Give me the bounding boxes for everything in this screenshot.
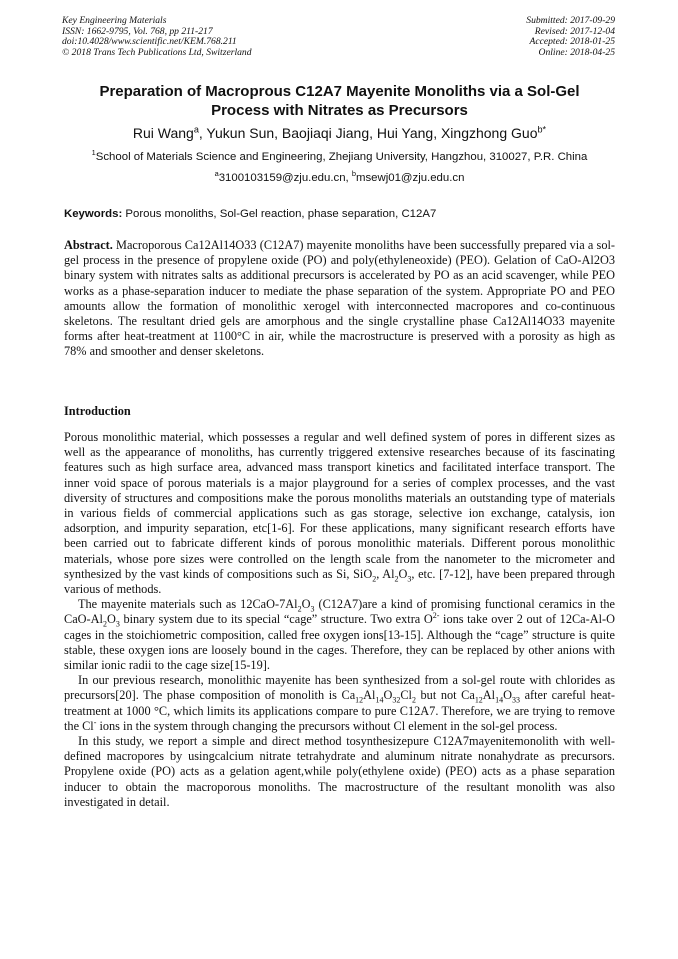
text-run: O	[383, 688, 393, 703]
affiliation-sup: 1	[91, 148, 96, 158]
author-list	[64, 124, 615, 142]
subscript: 33	[511, 695, 520, 705]
text-run: Cl	[400, 688, 412, 703]
subscript: 2	[372, 574, 377, 584]
subscript: 12	[355, 695, 364, 705]
journal-issn: ISSN: 1662-9795, Vol. 768, pp 211-217	[62, 25, 213, 37]
journal-copyright: © 2018 Trans Tech Publications Ltd, Switzerland	[62, 46, 252, 58]
subscript: 2	[411, 695, 416, 705]
intro-paragraph-3	[64, 673, 615, 734]
text-run: binary system due to its special “cage” structure. Two extra O	[119, 612, 433, 627]
abstract-label: Abstract.	[64, 238, 113, 252]
subscript: 14	[375, 695, 384, 705]
subscript: 14	[495, 695, 504, 705]
text-run: but not Ca	[415, 688, 475, 703]
affiliation	[64, 150, 615, 164]
paper-title	[64, 82, 615, 120]
intro-paragraph-1	[64, 430, 615, 597]
date-online: Online: 2018-04-25	[538, 46, 615, 58]
journal-info	[62, 16, 252, 58]
journal-doi: doi:10.4028/www.scientific.net/KEM.768.211	[62, 36, 237, 48]
keywords-label: Keywords:	[64, 208, 123, 220]
subscript: 3	[407, 574, 412, 584]
subscript: 32	[392, 695, 401, 705]
text-run: after careful heat-treatment at 1000 °C, which limits its applications compare to pure C12A7. Therefore, we are trying to remove the Cl	[64, 688, 615, 733]
text-run: , etc. [7-12], have been prepared through various of methods.	[64, 566, 615, 597]
journal-name: Key Engineering Materials	[62, 15, 167, 26]
author-sup: a	[193, 124, 199, 135]
subscript: 3	[115, 619, 120, 629]
intro-paragraph-2	[64, 597, 615, 673]
author-name: Rui Wang	[132, 125, 194, 141]
intro-paragraph-4: In this study, we report a simple and direct method tosynthesizepure C12A7mayenitemonolith with well-defined macropores by usingcalcium nitrate tetrahydrate and aluminum nitrate nonahydrate as precursors. Propylene oxide (PO) acts as a gelation agent,while poly(ethylene oxide) (PEO) acts as a phase separation inducer to obtain the macroporous monoliths. The macrostructure of the resultant monolith was also investigated in detail.	[64, 734, 615, 809]
introduction-heading: Introduction	[64, 404, 131, 418]
text-run: ions take over 2 out of 12Ca-Al-O cages in the stoichiometric composition, called free oxygen ions[13-15]. Although the “cage” structure is quite stable, these oxygen ions are loosely bound in the cages. Therefore, they can be replaced by other anions with similar ionic radii to the cage size[15-19].	[64, 612, 616, 673]
introduction-body	[64, 430, 615, 810]
subscript: 3	[310, 604, 315, 614]
text-run: Porous monolithic material, which possesses a regular and well defined system of pores in different sizes as well as the appearance of monoliths, has currently triggered extensive researches because of its fascinating features such as high surface area, advanced mass transport kinetics and facilitated interface transport. The inner void space of porous materials is a major playground for a series of complex processes, and the vast diversity of structures and compositions make the porous monoliths materials an outstanding type of materials in various fields of commercial applications such as gas storage, selective ion exchange, catalysis, ion adsorption, and impurity separation, etc[1-6]. For these applications, many significant research efforts have been carried out to fabricate different kinds of porous monolithic materials. Different porous monolithic materials, whose pore sizes were controlled on the length scale from the nanometer to the micrometer and synthesized by the vast kinds of compositions such as Si, SiO	[64, 430, 615, 581]
text-run: Al	[363, 688, 376, 703]
text-run: (C12A7)are a kind of promising functional ceramics in the CaO-Al	[64, 597, 615, 627]
subscript: 12	[474, 695, 483, 705]
text-run: , Al	[376, 566, 395, 581]
keywords-text: Porous monoliths, Sol-Gel reaction, phase separation, C12A7	[122, 208, 437, 220]
author-emails	[64, 171, 615, 185]
superscript: -	[93, 717, 97, 727]
title-line-2: Process with Nitrates as Precursors	[211, 102, 468, 119]
author-names-rest: , Yukun Sun, Baojiaqi Jiang, Hui Yang, Xingzhong Guo	[198, 125, 538, 141]
subscript: 2	[297, 604, 302, 614]
email-a: 3100103159@zju.edu.cn,	[218, 172, 352, 184]
subscript: 2	[394, 574, 399, 584]
text-run: In our previous research, monolithic mayenite has been synthesized from a sol-gel route with chlorides as precursors[20]. The phase composition of monolith is Ca	[64, 673, 615, 703]
text-run: Al	[482, 688, 496, 703]
publication-dates	[526, 16, 615, 58]
text-run: O	[106, 612, 116, 627]
affiliation-text: School of Materials Science and Engineering, Zhejiang University, Hangzhou, 310027, P.R. China	[95, 151, 588, 163]
date-submitted: Submitted: 2017-09-29	[526, 15, 615, 26]
text-run: O	[398, 566, 408, 581]
text-run: O	[301, 597, 311, 612]
abstract-text: Macroporous Ca12Al14O33 (C12A7) mayenite monoliths have been successfully prepared via a sol-gel process in the presence of propylene oxide (PO) and poly(ethyleneoxide) (PEO). Gelation of CaO-Al2O3 binary system with nitrates salts as additional precursors is accelerated by PO as an acid scavenger, while PEO works as a phase-separation inducer to mediate the phase separation of the system. Appropriate PO and PEO amounts allow the formation of monolithic xerogel with interconnected macropores and co-continuous skeletons. The resultant dried gels are amorphous and the single crystalline phase Ca12Al14O33 mayenite forms after heat-treatment at 1100°C in air, while the macrostructure is preserved with a porosity as high as 78% and smoother and denser skeletons.	[64, 238, 615, 359]
subscript: 2	[102, 619, 107, 629]
date-accepted: Accepted: 2018-01-25	[529, 36, 615, 48]
text-run: ions in the system through changing the precursors without Cl element in the sol-gel process.	[96, 718, 558, 733]
email-b: msewj01@zju.edu.cn	[355, 172, 465, 184]
email-sup-b: b	[351, 169, 356, 179]
keywords	[64, 207, 615, 221]
abstract	[64, 238, 615, 360]
text-run: O	[503, 688, 512, 703]
date-revised: Revised: 2017-12-04	[534, 25, 615, 37]
superscript: 2-	[432, 611, 440, 621]
title-line-1: Preparation of Macroprous C12A7 Mayenite Monoliths via a Sol-Gel	[99, 83, 580, 100]
email-sup-a: a	[214, 169, 219, 179]
text-run: The mayenite materials such as 12CaO-7Al	[78, 597, 298, 612]
author-sup: b*	[537, 124, 547, 135]
